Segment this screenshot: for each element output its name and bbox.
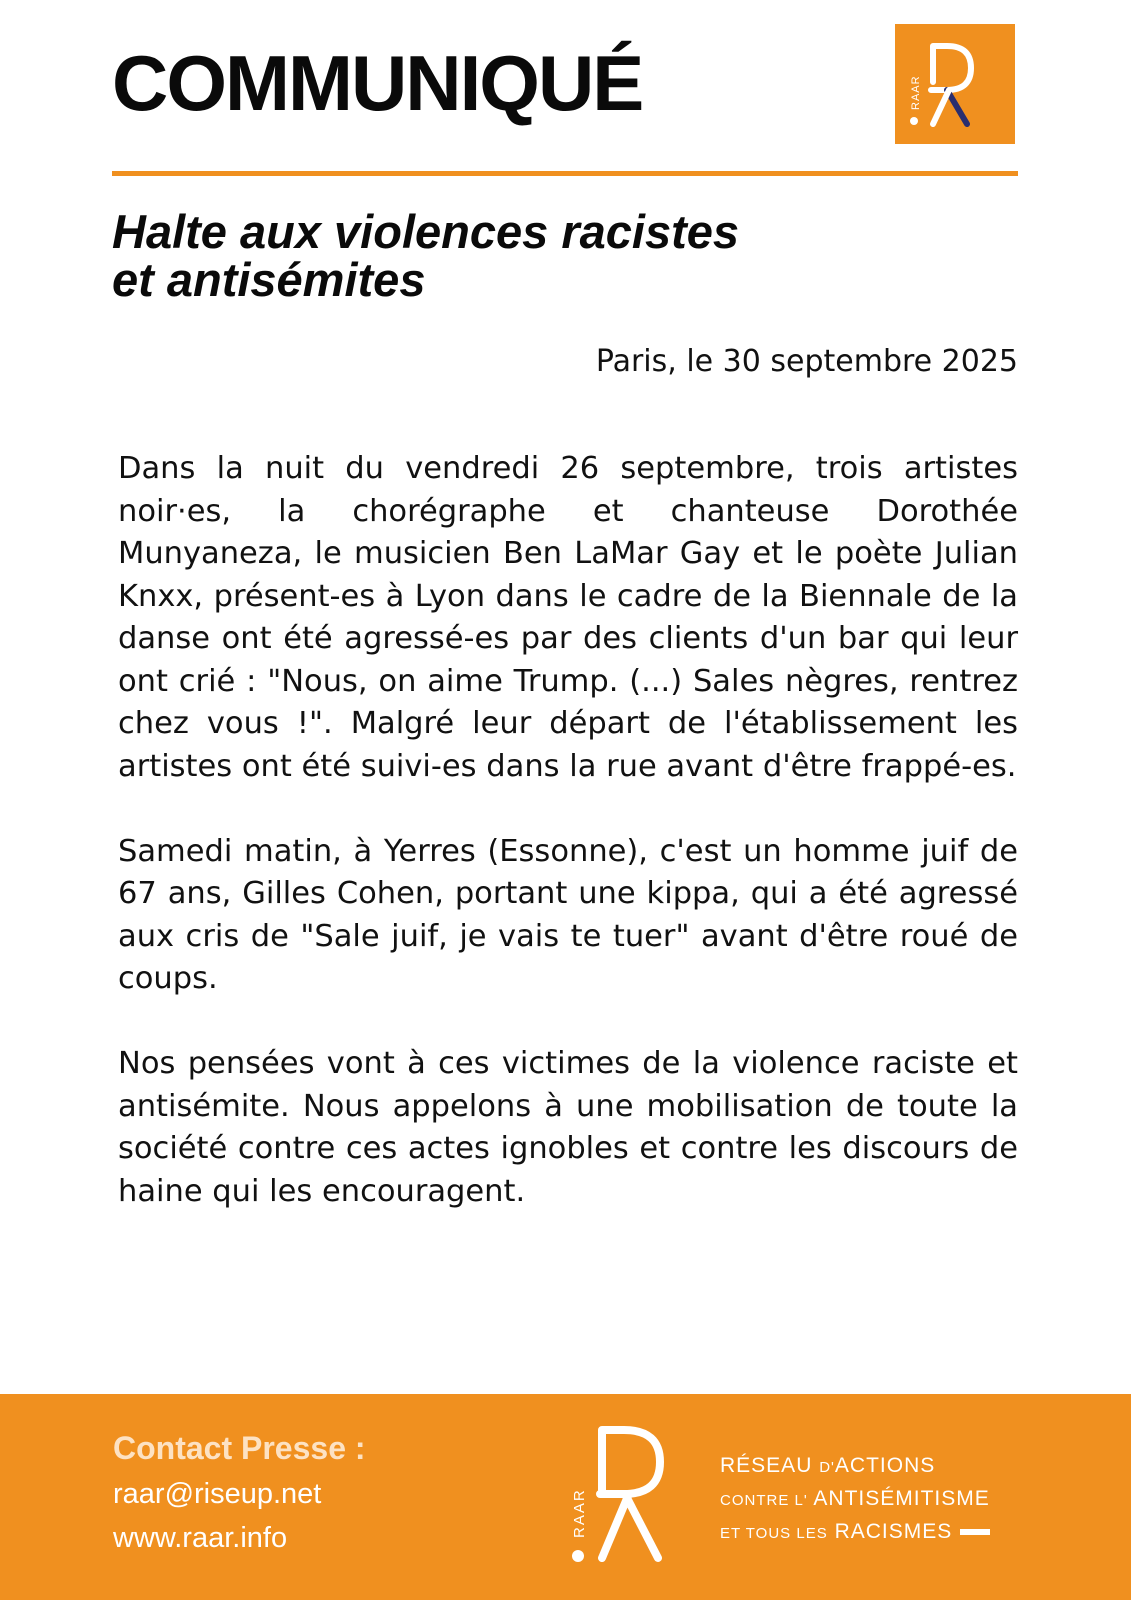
raar-logo-text: RAAR — [910, 75, 922, 110]
org-name-line-1: RÉSEAU D'ACTIONS — [720, 1454, 936, 1477]
footer-raar-logo — [572, 1420, 682, 1570]
page-title: COMMUNIQUÉ — [112, 39, 643, 127]
logo-r-bowl — [931, 46, 971, 90]
logo-dot — [910, 117, 918, 125]
footer-band — [0, 1394, 1131, 1600]
footer-logo-r-stroke — [602, 1496, 628, 1558]
body-paragraph-3: Nos pensées vont à ces victimes de la violence raciste et antisémite. Nous appelons à une mobilisation de toute la société contre ces actes ignobles et contre les discours de haine qui les encouragent. — [118, 1046, 1018, 1209]
org-name-line-3: ET TOUS LES RACISMES — [720, 1516, 990, 1549]
org-name-bar — [960, 1529, 990, 1535]
header-divider — [112, 171, 1018, 176]
org-name-line-2: CONTRE L' ANTISÉMITISME — [720, 1487, 990, 1510]
contact-email[interactable]: raar@riseup.net — [113, 1478, 322, 1510]
body-paragraph-2: Samedi matin, à Yerres (Essonne), c'est un homme juif de 67 ans, Gilles Cohen, portant une kippa, qui a été agressé aux cris de "Sale juif, je vais te tuer" avant d'être roué de coups. — [118, 833, 1018, 996]
logo-r-leg — [947, 90, 967, 124]
body-paragraph-1: Dans la nuit du vendredi 26 septembre, trois artistes noir·es, la chorégraphe et chanteuse Dorothée Munyaneza, le musicien Ben LaMar Gay et le poète Julian Knxx, présent-es à Lyon dans le cadre de la Biennale de la danse ont été agressé-es par des clients d'un bar qui leur ont crié : "Nous, on aime Trump. (...) Sales nègres, rentrez chez vous !". Malgré leur départ de l'établissement les artistes ont été suivi-es dans la rue avant d'être frappé-es. — [118, 451, 1018, 784]
dateline: Paris, le 30 septembre 2025 — [595, 344, 1018, 379]
logo-r-stroke — [933, 90, 949, 124]
raar-logo — [895, 24, 1015, 144]
headline-line-1: Halte aux violences racistes — [112, 205, 740, 258]
footer-logo-mark — [572, 1420, 682, 1570]
raar-logo-mark — [895, 24, 1015, 144]
footer-logo-text: RAAR — [572, 1488, 588, 1538]
footer-logo-dot — [572, 1550, 584, 1562]
headline — [112, 205, 740, 306]
organization-name — [720, 1450, 990, 1549]
contact-website[interactable]: www.raar.info — [113, 1522, 288, 1554]
footer-logo-r-bowl — [600, 1430, 660, 1494]
contact-label: Contact Presse : — [113, 1430, 366, 1466]
footer-logo-r-leg — [626, 1496, 658, 1558]
press-release-body — [118, 448, 1018, 1256]
headline-line-2: et antisémites — [112, 253, 426, 306]
